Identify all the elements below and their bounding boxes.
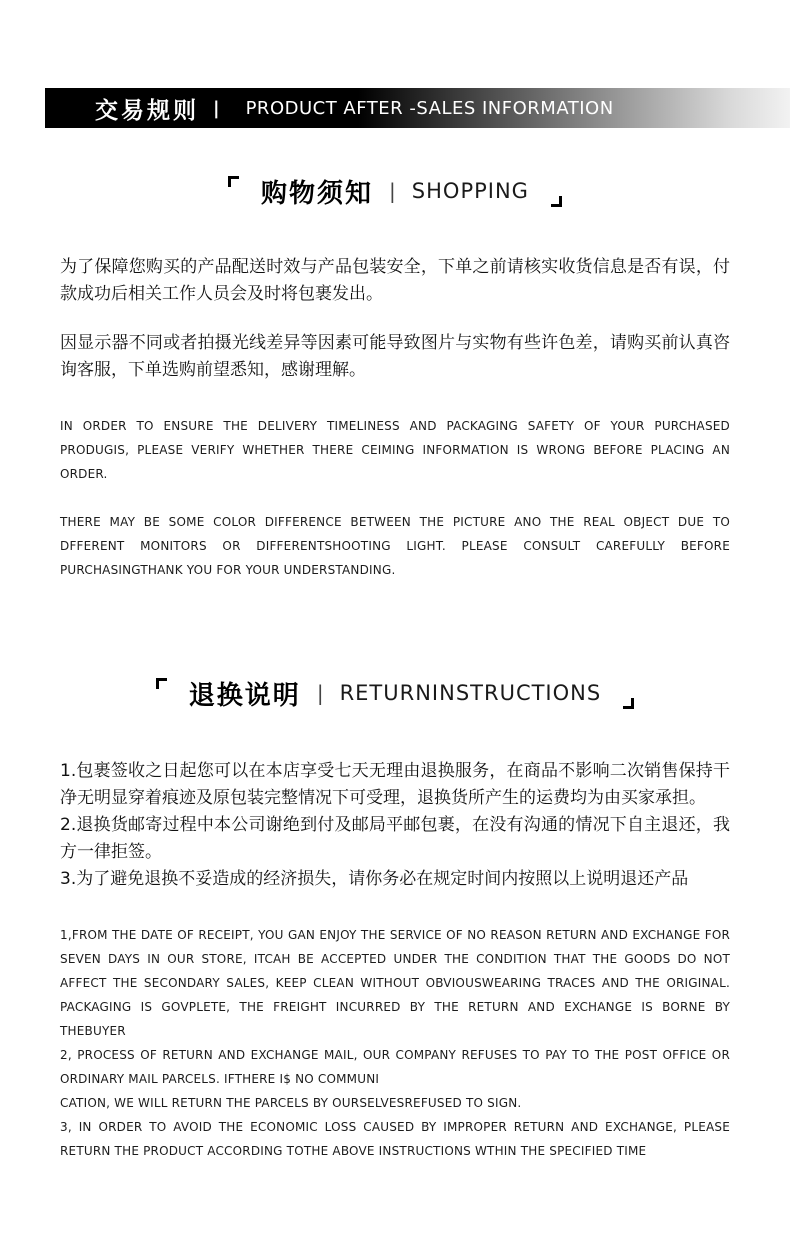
after-sales-banner [45, 88, 790, 128]
banner-separator: | [213, 97, 220, 119]
shopping-heading-en: SHOPPING [411, 179, 529, 203]
return-text-block [60, 758, 730, 1163]
return-rule-zh: 2.退换货邮寄过程中本公司谢绝到付及邮局平邮包裹，在没有沟通的情况下自主退还，我方一律拒签。 [60, 815, 730, 862]
return-heading-zh: 退换说明 [188, 680, 301, 711]
shopping-paragraph-zh: 因显示器不同或者拍摄光线差异等因素可能导致图片与实物有些许色差，请购买前认真咨询客服，下单选购前望悉知，感谢理解。 [60, 333, 730, 380]
shopping-heading [0, 168, 790, 214]
return-heading-en: RETURNINSTRUCTIONS [339, 681, 602, 705]
return-heading [0, 670, 790, 716]
shopping-paragraph-en: THERE MAY BE SOME COLOR DIFFERENCE BETWEEN THE PICTURE ANO THE REAL OBJECT DUE TO DFFERENT MONITORS OR DIFFERENTSHOOTING LIGHT. PLEASE CONSULT CAREFULLY BEFORE PURCHASINGTHANK YOU FOR YOUR UNDERSTANDING. [60, 515, 730, 577]
banner-title-en: PRODUCT AFTER -SALES INFORMATION [245, 97, 614, 119]
corner-bracket-left-icon [228, 176, 239, 187]
return-rule-en: CATION, WE WILL RETURN THE PARCELS BY OURSELVESREFUSED TO SIGN. [60, 1096, 522, 1110]
shopping-section [0, 168, 790, 582]
return-rule-en: 1,FROM THE DATE OF RECEIPT, YOU GAN ENJOY THE SERVICE OF NO REASON RETURN AND EXCHANGE FOR SEVEN DAYS IN OUR STORE, ITCAH BE ACCEPTED UNDER THE CONDITION THAT THE GOODS DO NOT AFFECT THE SECONDARY SALES, KEEP CLEAN WITHOUT OBVIOUSWEARING TRACES AND THE ORIGINAL. PACKAGING IS GOVPLETE, THE FREIGHT INCURRED BY THE RETURN AND EXCHANGE IS BORNE BY THEBUYER [60, 928, 730, 1038]
shopping-paragraph-zh: 为了保障您购买的产品配送时效与产品包装安全，下单之前请核实收货信息是否有误，付款成功后相关工作人员会及时将包裹发出。 [60, 257, 730, 304]
shopping-paragraph-en: IN ORDER TO ENSURE THE DELIVERY TIMELINESS AND PACKAGING SAFETY OF YOUR PURCHASED PRODUGIS, PLEASE VERIFY WHETHER THERE CEIMING INFORMATION IS WRONG BEFORE PLACING AN ORDER. [60, 419, 730, 481]
shopping-heading-zh: 购物须知 [261, 178, 374, 209]
return-rules-en-list [60, 923, 730, 1163]
page-content [0, 128, 790, 1163]
return-rule-en: 3, IN ORDER TO AVOID THE ECONOMIC LOSS CAUSED BY IMPROPER RETURN AND EXCHANGE, PLEASE RETURN THE PRODUCT ACCORDING TOTHE ABOVE INSTRUCTIONS WTHIN THE SPECIFIED TIME [60, 1120, 730, 1158]
banner-title-zh: 交易规则 [95, 97, 199, 124]
corner-bracket-left-icon [156, 678, 167, 689]
shopping-text-block [60, 254, 730, 582]
corner-bracket-right-icon [623, 698, 634, 709]
return-rule-zh: 1.包裹签收之日起您可以在本店享受七天无理由退换服务，在商品不影响二次销售保持干净无明显穿着痕迹及原包装完整情况下可受理，退换货所产生的运费均为由买家承担。 [60, 761, 730, 808]
return-rule-zh: 3.为了避免退换不妥造成的经济损失，请你务必在规定时间内按照以上说明退还产品 [60, 869, 689, 889]
shopping-heading-separator: | [389, 179, 396, 203]
return-heading-separator: | [316, 681, 324, 705]
return-section [0, 670, 790, 1163]
return-rules-zh-list [60, 758, 730, 893]
return-rule-en: 2, PROCESS OF RETURN AND EXCHANGE MAIL, OUR COMPANY REFUSES TO PAY TO THE POST OFFICE OR ORDINARY MAIL PARCELS. IFTHERE I$ NO COMMUNI [60, 1048, 730, 1086]
corner-bracket-right-icon [551, 196, 562, 207]
